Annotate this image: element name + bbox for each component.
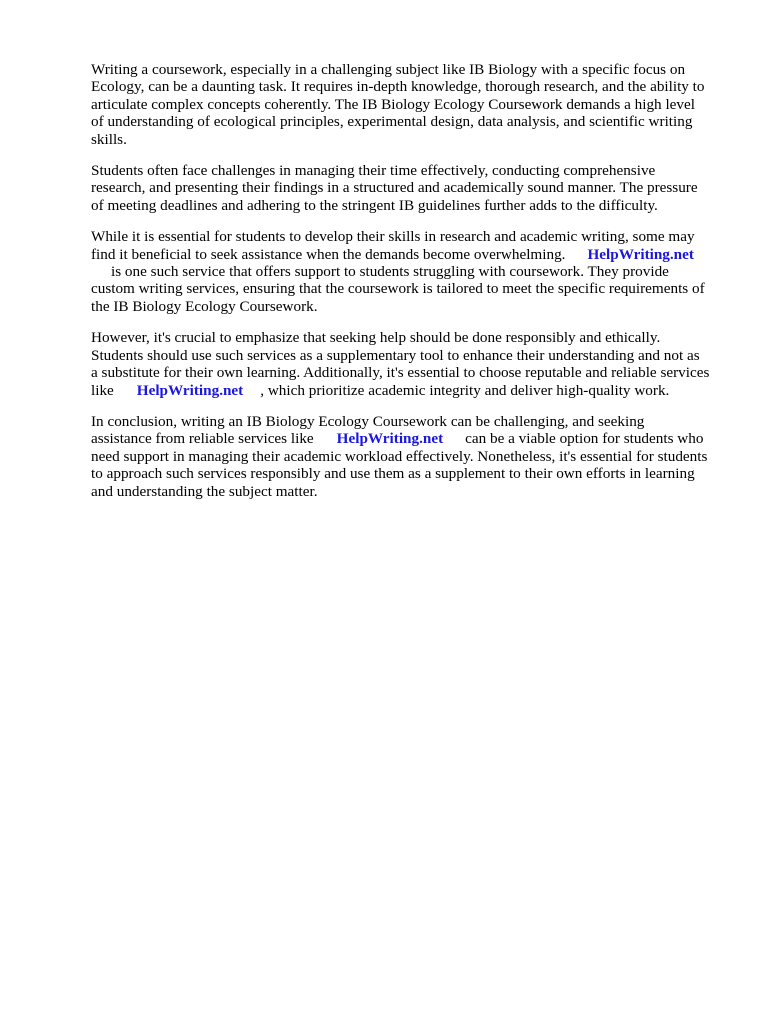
text-line xyxy=(91,263,731,280)
text-line: While it is essential for students to develop their skills in research and academic writing, some may xyxy=(91,228,695,246)
paragraph-conclusion xyxy=(91,413,731,500)
text-segment: can be a viable option for students who xyxy=(465,430,704,448)
text-line: skills. xyxy=(91,130,127,148)
text-segment: like xyxy=(91,381,114,399)
text-line: Students often face challenges in managing their time effectively, conducting comprehensive xyxy=(91,162,656,180)
text-line: custom writing services, ensuring that the coursework is tailored to meet the specific requirements of xyxy=(91,280,705,298)
text-line: need support in managing their academic workload effectively. Nonetheless, it's essential for students xyxy=(91,447,708,465)
text-line: In conclusion, writing an IB Biology Ecology Coursework can be challenging, and seeking xyxy=(91,412,645,430)
helpwriting-link[interactable]: HelpWriting.net xyxy=(336,430,444,448)
text-line: Students should use such services as a supplementary tool to enhance their understanding and not as xyxy=(91,346,700,364)
text-line: Ecology, can be a daunting task. It requires in-depth knowledge, thorough research, and the ability to xyxy=(91,78,705,96)
text-segment: find it beneficial to seek assistance when the demands become overwhelming. xyxy=(91,245,566,263)
paragraph-assistance xyxy=(91,228,731,315)
paragraph-ethics xyxy=(91,329,731,399)
text-line: research, and presenting their findings in a structured and academically sound manner. The pressure xyxy=(91,179,698,197)
text-segment: assistance from reliable services like xyxy=(91,430,314,448)
text-line xyxy=(91,430,731,447)
paragraph-challenges xyxy=(91,162,731,214)
text-line: a substitute for their own learning. Additionally, it's essential to choose reputable and reliable services xyxy=(91,364,710,382)
text-line: Writing a coursework, especially in a challenging subject like IB Biology with a specific focus on xyxy=(91,61,686,78)
text-segment: is one such service that offers support to students struggling with coursework. They provide xyxy=(111,263,669,281)
text-segment: , which prioritize academic integrity and deliver high-quality work. xyxy=(260,381,670,399)
text-line: of understanding of ecological principles, experimental design, data analysis, and scientific writing xyxy=(91,113,693,131)
paragraph-intro xyxy=(91,61,731,148)
helpwriting-link[interactable]: HelpWriting.net xyxy=(587,245,694,263)
text-line xyxy=(91,246,731,263)
document-body xyxy=(91,61,731,514)
text-line: the IB Biology Ecology Coursework. xyxy=(91,297,318,315)
text-line: However, it's crucial to emphasize that seeking help should be done responsibly and ethically. xyxy=(91,329,661,347)
text-line: articulate complex concepts coherently. The IB Biology Ecology Coursework demands a high level xyxy=(91,95,695,113)
text-line: to approach such services responsibly and use them as a supplement to their own efforts in learning xyxy=(91,465,695,483)
text-line: of meeting deadlines and adhering to the stringent IB guidelines further adds to the difficulty. xyxy=(91,196,658,214)
text-line: and understanding the subject matter. xyxy=(91,482,318,500)
text-line xyxy=(91,382,731,399)
helpwriting-link[interactable]: HelpWriting.net xyxy=(136,381,244,399)
